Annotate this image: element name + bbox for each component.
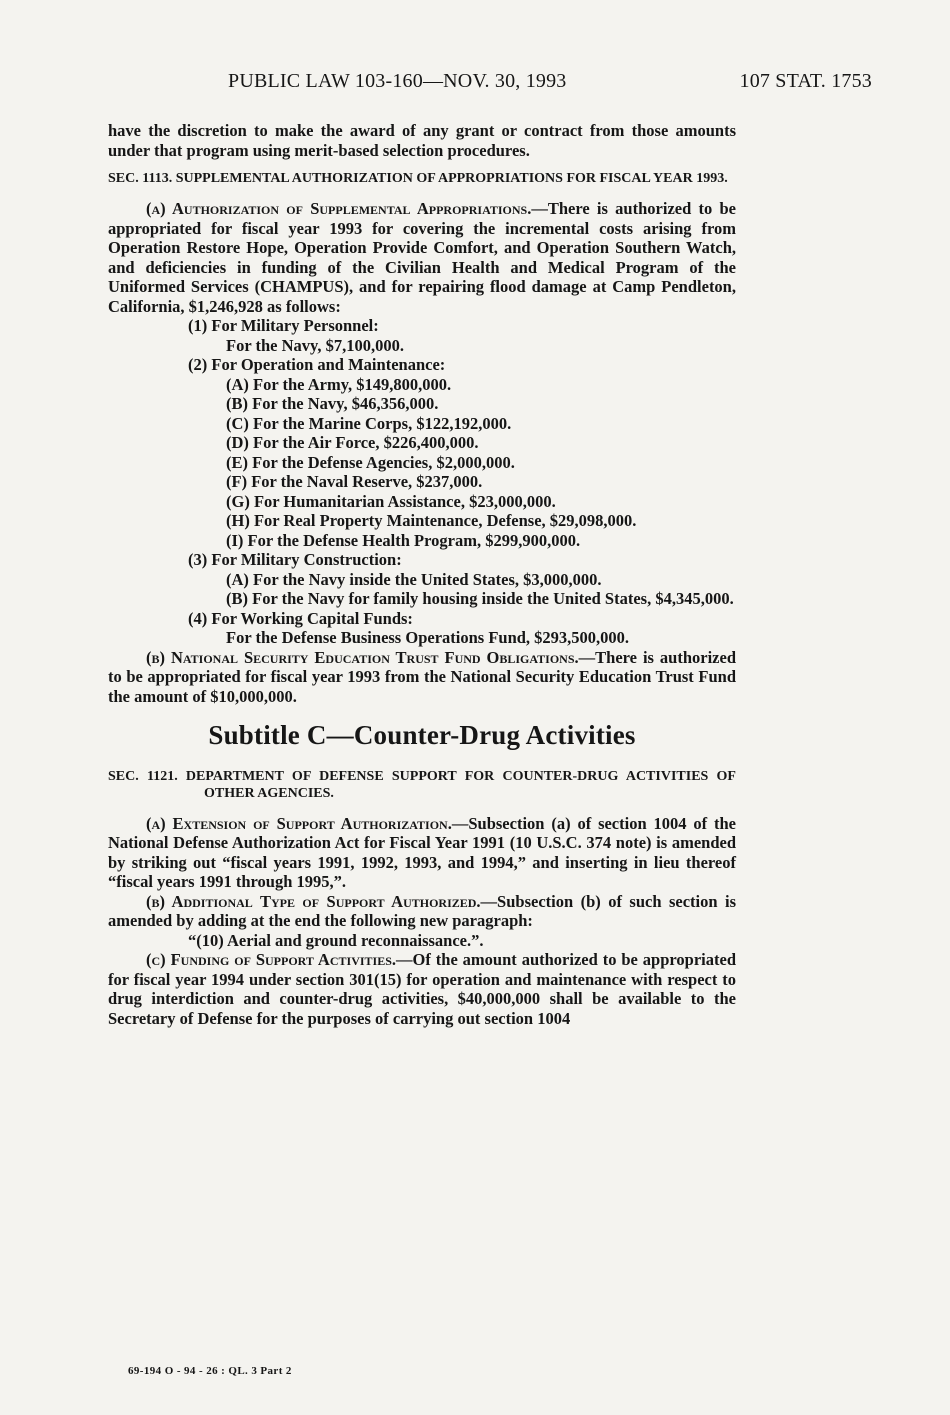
paragraph-2-a: (A) For the Army, $149,800,000. <box>226 374 452 394</box>
subsection-c-c-text: —Of the amount authorized to be appropriated for fiscal year 1994 under section 301(15) for operation and maintenance with respect to drug interdiction and counter-drug activities, $40,000,000 shall be available to the Secretary of Defense for the purposes of carrying out section 1004 <box>108 950 737 1028</box>
paragraph-3-a: (A) For the Navy inside the United States, $3,000,000. <box>226 569 602 589</box>
section-1113-heading: SEC. 1113. SUPPLEMENTAL AUTHORIZATION OF APPROPRIATIONS FOR FISCAL YEAR 1993. <box>108 171 728 186</box>
paragraph-3-b: (B) For the Navy for family housing inside the United States, $4,345,000. <box>226 589 734 608</box>
paragraph-2-d: (D) For the Air Force, $226,400,000. <box>226 433 479 452</box>
subsection-c-a-paragraph <box>108 814 736 892</box>
paragraph-2-e: (E) For the Defense Agencies, $2,000,000. <box>226 452 515 472</box>
paragraph-4-text: For the Defense Business Operations Fund, $293,500,000. <box>226 628 630 647</box>
subtitle-heading: Subtitle C—Counter-Drug Activities <box>208 720 636 750</box>
paragraph-2-f: (F) For the Naval Reserve, $237,000. <box>226 472 483 491</box>
paragraph-2-h: (H) For Real Property Maintenance, Defense, $29,098,000. <box>226 511 637 530</box>
quoted-paragraph-10: “(10) Aerial and ground reconnaissance.”. <box>188 930 484 950</box>
statute-page-number: 107 STAT. 1753 <box>739 70 872 92</box>
paragraph-3: (3) For Military Construction: <box>188 550 402 569</box>
subsection-c-a-text: —Subsection (a) of section 1004 of the National Defense Authorization Act for Fiscal Year 1991 (10 U.S.C. 374 note) is amended by striking out “fiscal years 1991, 1992, 1993, and 1994,” and inserting in lieu thereof “fiscal years 1991 through 1995,”. <box>108 813 736 891</box>
body-text <box>108 121 736 1028</box>
section-1121-heading: SEC. 1121. DEPARTMENT OF DEFENSE SUPPORT FOR COUNTER-DRUG ACTIVITIES OF OTHER AGENCIES. <box>108 768 736 801</box>
paragraph-1-navy: For the Navy, $7,100,000. <box>226 335 404 355</box>
paragraph-2: (2) For Operation and Maintenance: <box>188 355 446 374</box>
subsection-b-paragraph <box>108 648 736 707</box>
subsection-c-b-label: (b) Additional Type of Support Authorized. <box>146 891 481 911</box>
subsection-b-text: —There is authorized to be appropriated for fiscal year 1993 from the National Security Education Trust Fund the amount of $10,000,000. <box>108 647 736 706</box>
subsection-a-paragraph <box>108 199 736 316</box>
subsection-c-b-text: —Subsection (b) of such section is amended by adding at the end the following new paragraph: <box>108 891 736 930</box>
subsection-c-a-label: (a) Extension of Support Authorization. <box>146 813 452 833</box>
subsection-a-label: (a) Authorization of Supplemental Appropriations. <box>146 199 532 218</box>
paragraph-2-c: (C) For the Marine Corps, $122,192,000. <box>226 413 512 433</box>
subsection-a-text: —There is authorized to be appropriated for fiscal year 1993 for covering the incremental costs arising from Operation Restore Hope, Operation Provide Comfort, and Operation Southern Watch, and deficiencies in funding of the Civilian Health and Medical Program of the Uniformed Services (CHAMPUS), and for repairing flood damage at Camp Pendleton, California, $1,246,928 as follows: <box>108 199 737 316</box>
subsection-c-b-paragraph <box>108 892 736 931</box>
paragraph-1: (1) For Military Personnel: <box>188 316 379 335</box>
subsection-c-c-label: (c) Funding of Support Activities. <box>146 950 397 969</box>
running-head-title: PUBLIC LAW 103-160—NOV. 30, 1993 <box>228 70 567 92</box>
subsection-c-c-paragraph <box>108 950 736 1028</box>
paragraph-2-i: (I) For the Defense Health Program, $299,900,000. <box>226 530 581 550</box>
paragraph-2-b: (B) For the Navy, $46,356,000. <box>226 394 439 413</box>
paragraph-4: (4) For Working Capital Funds: <box>188 608 413 628</box>
paragraph-2-g: (G) For Humanitarian Assistance, $23,000,000. <box>226 491 556 511</box>
subsection-b-label: (b) National Security Education Trust Fund Obligations. <box>146 647 579 667</box>
print-footer: 69-194 O - 94 - 26 : QL. 3 Part 2 <box>128 1365 292 1377</box>
intro-paragraph: have the discretion to make the award of any grant or contract from those amounts under that program using merit-based selection procedures. <box>108 121 736 160</box>
